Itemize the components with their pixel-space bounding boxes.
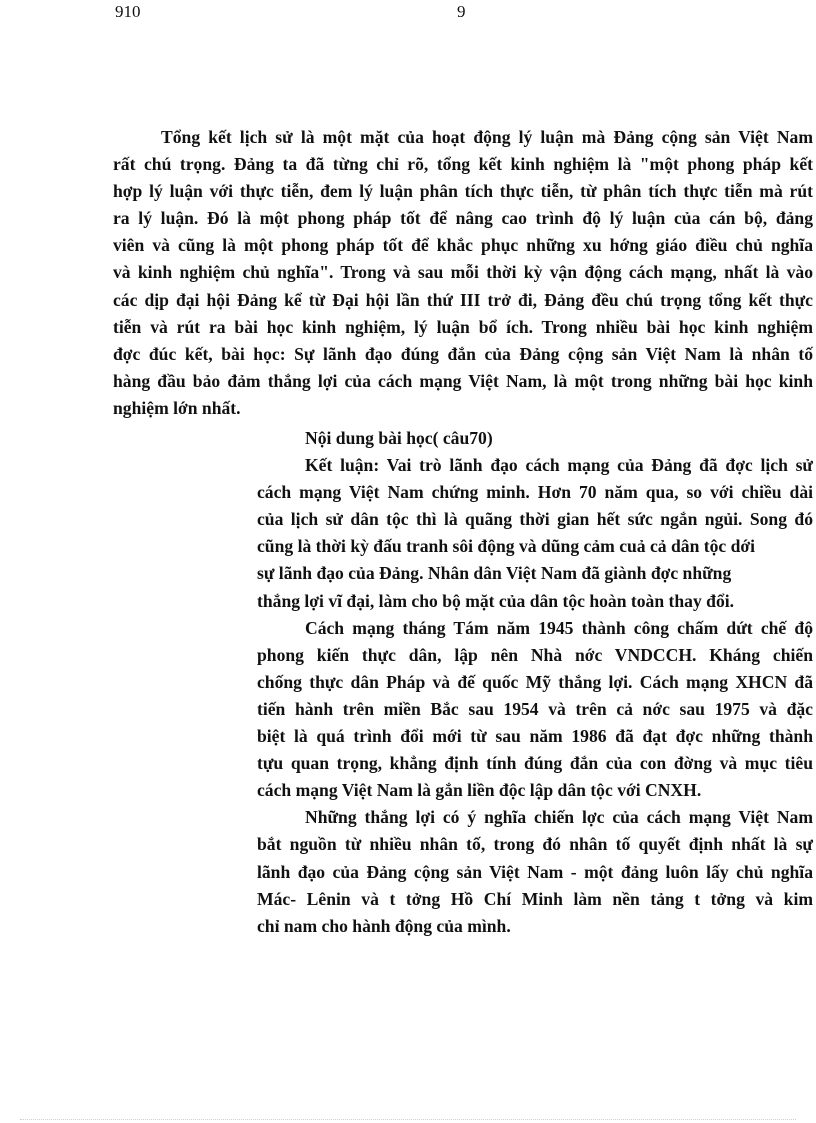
paragraph-line: tiễn và rút ra bài học kinh nghiệm, lý luận bổ ích. Trong nhiều bài học kinh nghiệm bbox=[113, 316, 813, 337]
paragraph-line: rất chú trọng. Đảng ta đã từng chỉ rõ, tổng kết kinh nghiệm là "một phong pháp kết bbox=[113, 154, 813, 175]
paragraph-line: cũng là thời kỳ đấu tranh sôi động và dũng cảm cuả cả dân tộc dới bbox=[257, 536, 756, 557]
paragraph-line: tựu quan trọng, khẳng định tính đúng đắn của con đờng và mục tiêu bbox=[257, 753, 813, 774]
paragraph-line: nghiệm lớn nhất. bbox=[113, 397, 241, 418]
paragraph-line: của lịch sử dân tộc thì là quãng thời gian hết sức ngắn ngủi. Song đó bbox=[257, 509, 813, 530]
paragraph-line: cách mạng Việt Nam chứng minh. Hơn 70 năm qua, so với chiều dài bbox=[257, 482, 813, 503]
page-bottom-divider bbox=[20, 1119, 796, 1120]
paragraph-line: tiến hành trên miền Bắc sau 1954 và trên cả nớc sau 1975 và đặc bbox=[257, 698, 813, 719]
paragraph-line: hợp lý luận với thực tiễn, đem lý luận phân tích thực tiễn, từ phân tích thực tiễn mà rút bbox=[113, 181, 813, 202]
paragraph-line: hàng đầu bảo đảm thắng lợi của cách mạng Việt Nam, là một trong những bài học kinh bbox=[113, 370, 813, 391]
paragraph-line: và kinh nghiệm chủ nghĩa". Trong và sau mỗi thời kỳ vận động cách mạng, nhất là vào bbox=[113, 262, 813, 283]
paragraph-line: Mác- Lênin và t tởng Hồ Chí Minh làm nền tảng t tởng và kim bbox=[257, 888, 813, 909]
intro-paragraph bbox=[113, 124, 813, 422]
paragraph-line: lãnh đạo của Đảng cộng sản Việt Nam - một đảng luôn lấy chủ nghĩa bbox=[257, 861, 813, 882]
paragraph-line: phong kiến thực dân, lập nên Nhà nớc VNDCCH. Kháng chiến bbox=[257, 644, 813, 665]
paragraph-line: các dịp đại hội Đảng kể từ Đại hội lần thứ III trở đi, Đảng đều chú trọng tổng kết thực bbox=[113, 289, 813, 310]
paragraph-line: cách mạng Việt Nam là gắn liền độc lập dân tộc với CNXH. bbox=[257, 780, 702, 801]
paragraph-line: chỉ nam cho hành động của mình. bbox=[257, 915, 511, 936]
paragraph-line: thắng lợi vĩ đại, làm cho bộ mặt của dân tộc hoàn toàn thay đổi. bbox=[257, 590, 735, 611]
document-code: 910 bbox=[115, 2, 141, 21]
paragraph-line: bắt nguồn từ nhiều nhân tố, trong đó nhân tố quyết định nhất là sự bbox=[257, 834, 813, 855]
paragraph-line: Tổng kết lịch sử là một mặt của hoạt động lý luận mà Đảng cộng sản Việt Nam bbox=[161, 127, 813, 147]
lesson-content bbox=[257, 425, 813, 940]
paragraph-line: đợc đúc kết, bài học: Sự lãnh đạo đúng đắn của Đảng cộng sản Việt Nam là nhân tố bbox=[113, 343, 813, 364]
paragraph-line: ra lý luận. Đó là một phong pháp tốt để nâng cao trình độ lý luận của cán bộ, đảng bbox=[113, 208, 813, 229]
paragraph-line: biệt là quá trình đổi mới từ sau năm 1986 đã đạt đợc những thành bbox=[257, 726, 813, 747]
paragraph-line: Cách mạng tháng Tám năm 1945 thành công chấm dứt chế độ bbox=[305, 617, 813, 638]
paragraph-line: Những thắng lợi có ý nghĩa chiến lợc của cách mạng Việt Nam bbox=[305, 807, 813, 828]
paragraph-line: chống thực dân Pháp và đế quốc Mỹ thắng lợi. Cách mạng XHCN đã bbox=[257, 671, 813, 692]
section-heading: Nội dung bài học( câu70) bbox=[305, 428, 493, 448]
paragraph-line: sự lãnh đạo của Đảng. Nhân dân Việt Nam đã giành đợc những bbox=[257, 563, 732, 584]
paragraph-line: viên và cũng là một phong pháp tốt để khắc phục những xu hớng giáo điều chủ nghĩa bbox=[113, 235, 813, 256]
paragraph-line: Kết luận: Vai trò lãnh đạo cách mạng của Đảng đã đợc lịch sử bbox=[305, 455, 813, 476]
page-number: 9 bbox=[457, 2, 466, 21]
